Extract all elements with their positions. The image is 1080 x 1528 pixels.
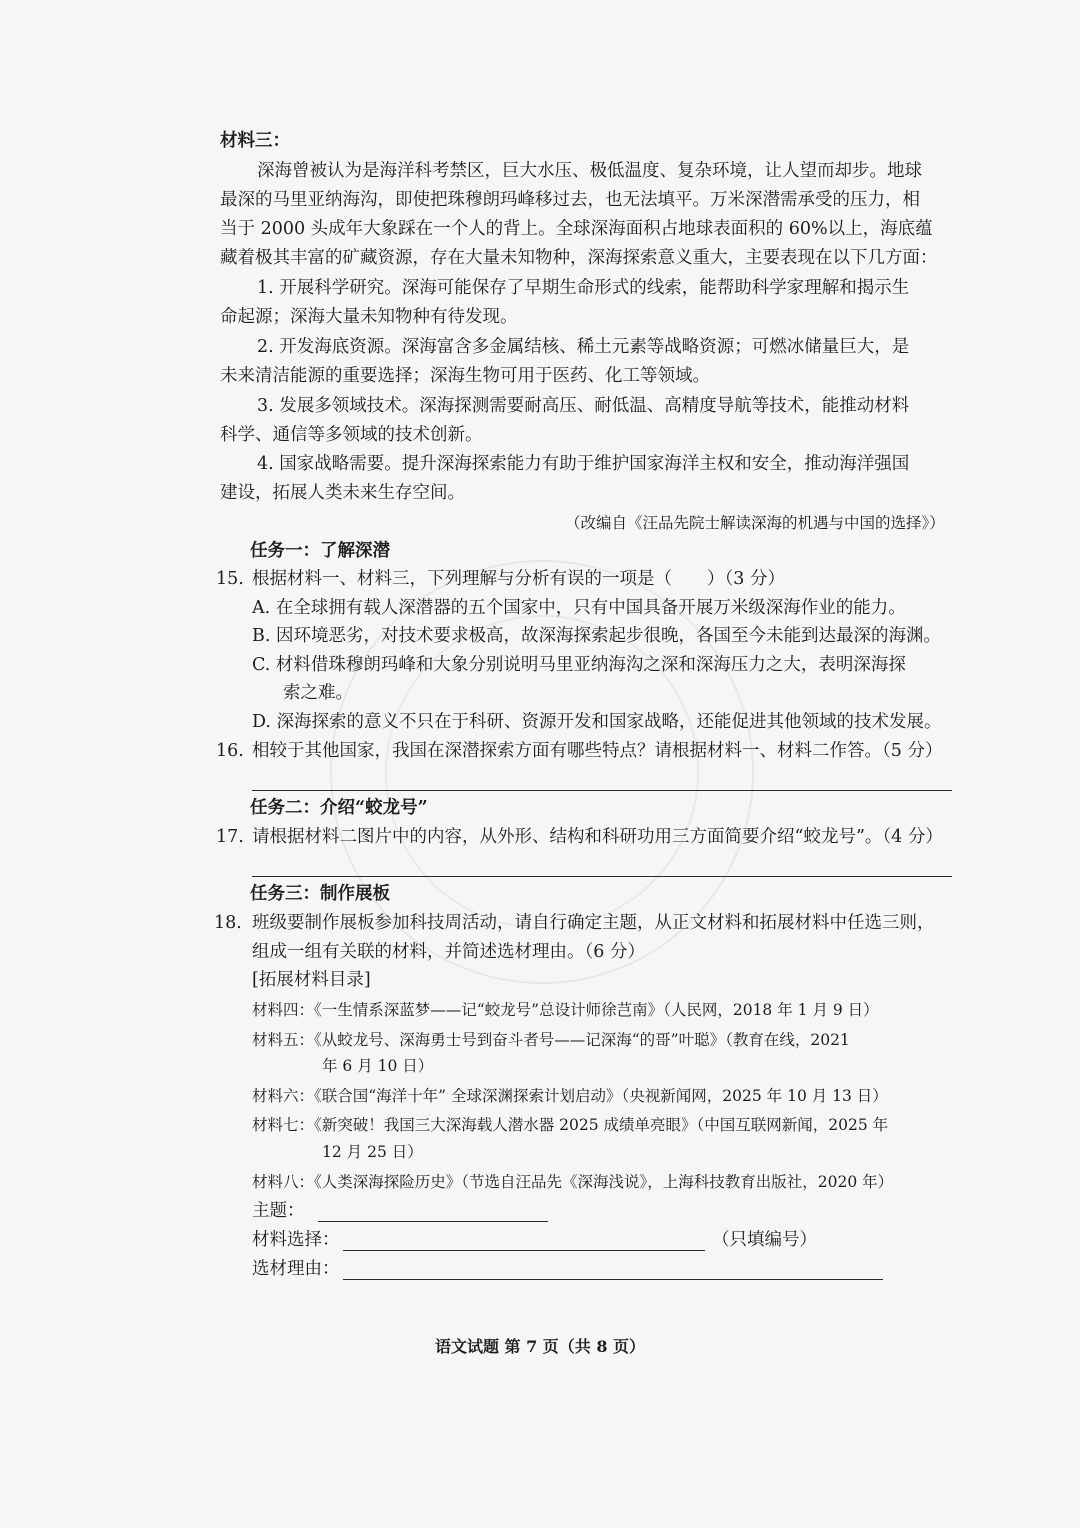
reason-answer-line[interactable] <box>343 1279 883 1280</box>
catalog-heading: [拓展材料目录] <box>252 970 371 990</box>
q16-text: 相较于其他国家，我国在深潜探索方面有哪些特点？请根据材料一、材料二作答。（5 分） <box>252 741 943 761</box>
material3-heading: 材料三： <box>220 131 290 151</box>
paragraph-line: 深海曾被认为是海洋科考禁区，巨大水压、极低温度、复杂环境，让人望而却步。地球 <box>257 161 922 181</box>
page-footer: 语文试题 第 7 页（共 8 页） <box>434 1337 646 1356</box>
paragraph-line: 最深的马里亚纳海沟，即使把珠穆朗玛峰移过去，也无法填平。万米深潜需承受的压力，相 <box>220 190 920 210</box>
q17-text: 请根据材料二图片中的内容，从外形、结构和科研功用三方面简要介绍“蛟龙号”。（4 分） <box>252 827 943 847</box>
paragraph-line: 藏着极其丰富的矿藏资源，存在大量未知物种，深海探索意义重大，主要表现在以下几方面： <box>220 248 938 268</box>
paragraph-line: 建设，拓展人类未来生存空间。 <box>220 483 465 503</box>
paragraph-line: 2. 开发海底资源。深海富含多金属结核、稀土元素等战略资源；可燃冰储量巨大，是 <box>257 337 910 357</box>
material7-entry: 材料七：《新突破！我国三大深海载人潜水器 2025 成绩单亮眼》（中国互联网新闻，2025 年 <box>252 1116 889 1134</box>
q15-number: 15. <box>216 569 244 589</box>
choice-label: 材料选择： <box>252 1230 340 1250</box>
material6-entry: 材料六：《联合国“海洋十年” 全球深渊探索计划启动》（央视新闻网，2025 年 10 月 13 日） <box>252 1087 888 1105</box>
task1-title: 任务一：了解深潜 <box>250 541 390 561</box>
q15-option-c-cont: 索之难。 <box>283 683 353 703</box>
q15-option-b: B. 因环境恶劣，对技术要求极高，故深海探索起步很晚，各国至今未能到达最深的海渊。 <box>252 626 941 646</box>
q15-option-a: A. 在全球拥有载人深潜器的五个国家中，只有中国具备开展万米级深海作业的能力。 <box>252 598 906 618</box>
task3-title: 任务三：制作展板 <box>250 884 390 904</box>
material3-source: （改编自《汪品先院士解读深海的机遇与中国的选择》） <box>565 514 945 532</box>
q15-option-c: C. 材料借珠穆朗玛峰和大象分别说明马里亚纳海沟之深和深海压力之大，表明深海探 <box>252 655 906 675</box>
q15-option-d: D. 深海探索的意义不只在于科研、资源开发和国家战略，还能促进其他领域的技术发展。 <box>252 712 942 732</box>
theme-answer-line[interactable] <box>318 1221 548 1222</box>
q18-number: 18. <box>214 913 242 933</box>
q15-text: 根据材料一、材料三，下列理解与分析有误的一项是（ ）（3 分） <box>252 569 785 589</box>
task2-title: 任务二：介绍“蛟龙号” <box>250 798 428 818</box>
material4-entry: 材料四：《一生情系深蓝梦——记“蛟龙号”总设计师徐芑南》（人民网，2018 年 1 月 9 日） <box>252 1001 879 1019</box>
reason-label: 选材理由： <box>252 1259 340 1279</box>
q18-text-cont: 组成一组有关联的材料，并简述选材理由。（6 分） <box>252 942 645 962</box>
q18-text: 班级要制作展板参加科技周活动，请自行确定主题，从正文材料和拓展材料中任选三则， <box>252 913 935 933</box>
q16-number: 16. <box>216 741 244 761</box>
material5-entry-cont: 年 6 月 10 日） <box>322 1057 434 1075</box>
material5-entry: 材料五：《从蛟龙号、深海勇士号到奋斗者号——记深海“的哥”叶聪》（教育在线，2021 <box>252 1031 850 1049</box>
paragraph-line: 1. 开展科学研究。深海可能保存了早期生命形式的线索，能帮助科学家理解和揭示生 <box>257 278 910 298</box>
q16-answer-line[interactable] <box>252 790 952 791</box>
choice-answer-line[interactable] <box>343 1250 705 1251</box>
q17-number: 17. <box>216 827 244 847</box>
paragraph-line: 当于 2000 头成年大象踩在一个人的背上。全球深海面积占地球表面积的 60%以上，海底蕴 <box>220 219 933 239</box>
paragraph-line: 3. 发展多领域技术。深海探测需要耐高压、耐低温、高精度导航等技术，能推动材料 <box>257 396 910 416</box>
paragraph-line: 4. 国家战略需要。提升深海探索能力有助于维护国家海洋主权和安全，推动海洋强国 <box>257 454 910 474</box>
paragraph-line: 命起源；深海大量未知物种有待发现。 <box>220 307 518 327</box>
material7-entry-cont: 12 月 25 日） <box>322 1143 423 1161</box>
material8-entry: 材料八：《人类深海探险历史》（节选自汪品先《深海浅说》，上海科技教育出版社，2020 年） <box>252 1173 894 1191</box>
q17-answer-line[interactable] <box>252 876 952 877</box>
theme-label: 主题： <box>252 1201 305 1221</box>
choice-note: （只填编号） <box>712 1230 817 1250</box>
paragraph-line: 未来清洁能源的重要选择；深海生物可用于医药、化工等领域。 <box>220 366 710 386</box>
paragraph-line: 科学、通信等多领域的技术创新。 <box>220 425 483 445</box>
